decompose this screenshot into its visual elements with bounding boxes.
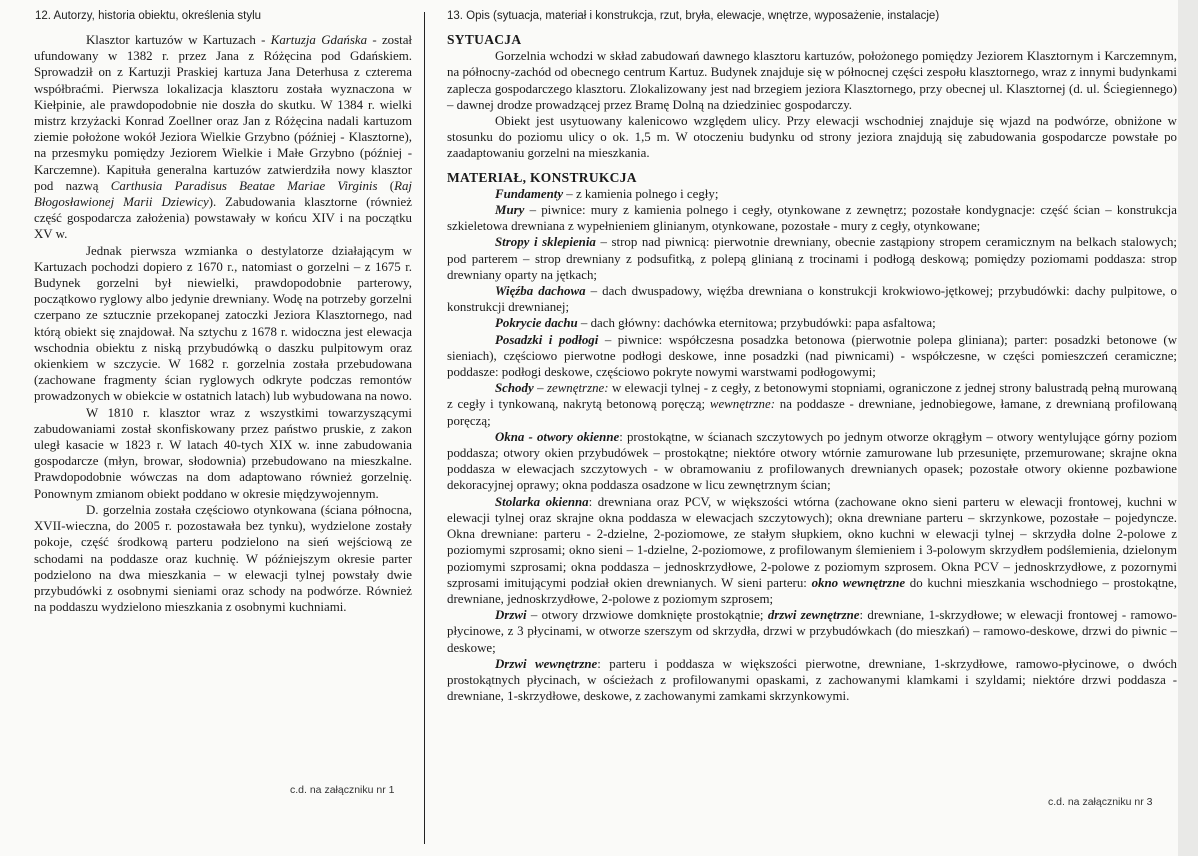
text-run: Klasztor kartuzów w Kartuzach -	[86, 33, 271, 47]
term-label: Schody	[495, 381, 534, 396]
term-label: Okna - otwory okienne	[495, 429, 620, 444]
term-label: Więźba dachowa	[495, 284, 586, 299]
text-run: Kartuzja Gdańska	[270, 33, 368, 47]
section-header-description: 13. Opis (sytuacja, materiał i konstrukcja, rzut, bryła, elewacje, wnętrze, wyposażenie, instalacje)	[447, 10, 940, 22]
term-label: Fundamenty	[495, 186, 564, 201]
text-run: : drewniane, 1-skrzydłowe; w elewacji frontowej - ramowo-płycinowe, z 3 płycinami, w otworze szerszym od skrzydła, drzwi w przybudówkach (do mieszkań) – ramowo-deskowe, drzwi do piwnic – deskowe;	[447, 608, 1177, 655]
description-paragraph	[447, 607, 1177, 656]
text-run: Jednak pierwsza wzmianka o destylatorze działającym w Kartuzach pochodzi dopiero z 1670 r., natomiast o gorzelni – z 1675 r. Budynek gorzelni był niewielki, prawdopodobnie parterowy, początkowo ryglowy albo jedynie drewniany. Wodę na potrzeby gorzelni czerpano ze sztucznie przekopanej zatoczki Jeziora Klasztornego, nad którą obiekt się znajdował. Na sztychu z 1678 r. widoczna jest elewacja wschodnia obiektu z niską przybudówką o daszku pulpitowym oraz okienkiem w szczycie. W 1682 r. gorzelnia została przebudowana (zachowane fragmenty ścian ryglowych odkryte podczas remontów prowadzonych w obiekcie w ostatnich latach) lub wybudowana na nowo.	[34, 243, 413, 404]
text-run: w elewacji tylnej - z cegły, z betonowymi stopniami, ograniczone z jednej strony balustradą pełną murowaną z cegły i tynkowaną, nakrytą betonową poręczą;	[447, 381, 1178, 412]
section-title: MATERIAŁ, KONSTRUKCJA	[447, 169, 637, 185]
text-run: zewnętrzne:	[546, 381, 609, 396]
description-paragraph	[447, 234, 1177, 283]
term-label: Pokrycie dachu	[495, 316, 578, 331]
term-label: Drzwi wewnętrzne	[495, 656, 598, 671]
text-run: – dach dwuspadowy, więźba drewniana o konstrukcji krokwiowo-jętkowej; przybudówki: dachy pulpitowe, o konstrukcji drewnianej;	[447, 284, 1178, 315]
description-paragraph	[447, 48, 1177, 113]
term-label: Stropy i sklepienia	[495, 235, 596, 250]
term-label: Stolarka okienna	[495, 494, 589, 509]
term-label: okno wewnętrzne	[811, 575, 906, 590]
text-run: (	[377, 178, 395, 193]
text-run: wewnętrzne:	[709, 397, 776, 412]
section-header-history: 12. Autorzy, historia obiektu, określenia stylu	[35, 10, 262, 22]
text-run: W 1810 r. klasztor wraz z wszystkimi towarzyszącymi zabudowaniami został skonfiskowany przez państwo pruskie, z zakon uległ kasacie w 1823 r. W latach 40-tych XIX w. inne zabudowania gospodarcze (młyn, browar, słodownia) przebudowano na mieszkalne. Prawdopodobnie wówczas na dom adaptowano również gorzelnię. Ponownym zmianom obiekt poddano w okresie międzywojennym.	[34, 405, 412, 501]
history-paragraph	[34, 405, 412, 502]
left-column	[34, 10, 412, 846]
text-run: ). Zabudowania klasztorne (również część gospodarcza założenia) powstawały w końcu XIV i na początku XV w.	[34, 195, 412, 242]
term-label: drzwi zewnętrzne	[767, 608, 860, 623]
text-run: Raj Błogosławionej Marii Dziewicy	[34, 178, 412, 210]
text-run: : parteru i poddasza w większości pierwotne, drewniane, 1-skrzydłowe, ramowo-płycinowe, o dwóch prostokątnych płycinach, w ościeżach z profilowanymi opaskami, z zachowanymi klamkami i szyldami; niektóre drzwi poddasza - drewniane, 1-skrzydłowe, deskowe, z zachowanymi zamkami skrzynkowymi.	[447, 656, 1177, 704]
text-run: – piwnice: współczesna posadzka betonowa (pierwotnie polepa gliniana); parter: posadzki betonowe (w sieniach), częściowo pierwotne podłogi deskowe, inne posadzki (nad piwnicami) - współczesne, w części pomieszczeń ceramiczne; poddasze: podłogi deskowe, częściowo pokryte nowymi warstwami podłogowymi;	[447, 332, 1178, 380]
description-paragraph	[447, 494, 1177, 607]
description-paragraph	[447, 315, 1177, 331]
text-run: – piwnice: mury z kamienia polnego i cegły, otynkowane z zewnętrz; pozostałe kondygnacje: część ścian – konstrukcja szkieletowa drewniana z wypełnieniem glinianym, otynkowane, pozostałe - mury z cegły, otynkowane;	[447, 203, 1177, 234]
term-label: Mury	[495, 203, 525, 218]
text-run: – z kamienia polnego i cegły;	[563, 186, 719, 201]
footer-continuation-3: c.d. na załączniku nr 3	[1048, 796, 1153, 808]
description-paragraph	[447, 283, 1177, 315]
description-paragraph	[447, 186, 1177, 202]
text-run: na poddasze - drewniane, jednobiegowe, łamane, z drewnianą profilowaną poręczą;	[447, 397, 1177, 428]
footer-continuation-1: c.d. na załączniku nr 1	[290, 784, 395, 796]
description-paragraph	[447, 656, 1177, 705]
history-paragraph	[34, 243, 412, 405]
description-text	[447, 32, 1177, 704]
text-run: Obiekt jest usytuowany kalenicowo względem ulicy. Przy elewacji wschodniej znajduje się wjazd na podwórze, obniżone w stosunku do poziomu ulicy o ok. 1,5 m. W otoczeniu budynku od strony jeziora znajdują się zabudowania gospodarcze powstałe po zaadaptowaniu gorzelni na mieszkania.	[447, 114, 1177, 161]
text-run: Carthusia Paradisus Beatae Mariae Virginis	[110, 178, 378, 193]
text-run: –	[533, 381, 547, 396]
text-run: – dach główny: dachówka eternitowa; przybudówki: papa asfaltowa;	[577, 316, 936, 331]
right-column	[447, 10, 1177, 846]
description-paragraph	[447, 332, 1177, 381]
history-text	[34, 32, 412, 615]
section-title: SYTUACJA	[447, 32, 522, 47]
term-label: Posadzki i podłogi	[495, 332, 599, 347]
description-paragraph	[447, 113, 1177, 162]
text-run: do kuchni mieszkania wschodniego – prostokątne, drewniane, jednoskrzydłowe, 2-polowe z poziomym szprosem;	[447, 575, 1178, 606]
page-edge	[1178, 0, 1198, 856]
text-run: – strop nad piwnicą: pierwotnie drewniany, obecnie zastąpiony stropem ceramicznym na belkach stalowych; pod parterem – strop drewniany z podsufitką, z polepą glinianą z trocinami i podłogą deskową; pomiędzy poziomami poddasza: strop drewniany oparty na jętkach;	[447, 235, 1177, 282]
text-run: : drewniana oraz PCV, w większości wtórna (zachowane okno sieni parteru w elewacji frontowej, kuchni w elewacji tylnej oraz skrajne okna poddasza w elewacjach szczytowych); okna drewniane parteru – skrzynkowe, pozostałe – pojedyncze. Okna drewniane: parteru - 2-dzielne, 2-poziomowe, ze stałym słupkiem, okno kuchni w elewacji tylnej – skrzydła dolne 2-polowe z poziomymi szprosami; okno sieni – 1-dzielne, 2-poziomowe, z profilowanym ślemieniem i 3-polowym skrzydłem podślemienia, dzielonym poziomymi szprosami; okna poddasza – jednoskrzydłowe, 2-polowe z poziomym szprosem. Okna PCV – jednoskrzydłowe, z pozornymi szprosami imitującymi podział okien drewnianych. W sieni parteru:	[447, 494, 1177, 590]
term-label: Drzwi	[495, 608, 527, 623]
history-paragraph	[34, 502, 412, 615]
text-run: - został ufundowany w 1382 r. przez Jana z Różęcina pod Gdańskiem. Sprowadził on z Kartuzji Praskiej kartuza Jana Deterhusa z czterema współbraćmi. Pierwsza lokalizacja klasztoru została wyznaczona w Kiełpinie, ale prawdopodobnie nie doszła do skutku. W 1384 r. wielki mistrz krzyżacki Konrad Zoellner oraz Jan z Różęcina nadali kartuzom ziemie położone wokół Jeziora Wielkie Grzybno (później - Klasztorne), na przesmyku pomiędzy Jeziorem Wielkie i Małe Grzybno (później - Karczemne). Kapituła generalna kartuzów zatwierdziła nowy klasztor pod nazwą	[34, 33, 413, 193]
text-run: – otwory drzwiowe domknięte prostokątnie;	[526, 608, 768, 623]
description-paragraph	[447, 429, 1177, 494]
text-run: D. gorzelnia została częściowo otynkowana (ściana północna, XVII-wieczna, do 2005 r. pozostawała bez tynku), wydzielone zostały pokoje, część środkową parteru podzielono na sień wejściową ze schodami na poddasze oraz kuchnię. W późniejszym okresie parter podzielono na dwa mieszkania – w elewacji tylnej powstały dwie przybudówki z osobnymi sieniami oraz schody na podwórze. Również na poddaszu wydzielono mieszkania z osobnymi kuchniami.	[34, 502, 412, 615]
description-paragraph	[447, 202, 1177, 234]
description-paragraph	[447, 380, 1177, 429]
column-divider	[424, 12, 425, 844]
text-run: Gorzelnia wchodzi w skład zabudowań dawnego klasztoru kartuzów, położonego pomiędzy Jeziorem Klasztornym i Karczemnym, na północny-zachód od obecnego centrum Kartuz. Budynek znajduje się w północnej części zespołu klasztornego, wraz z innymi budynkami zaplecza gospodarczego klasztoru. Zlokalizowany jest nad brzegiem jeziora Klasztornego, przy obecnej ul. Klasztornej (d. ul. Ściegiennego) – dawnej drodze prowadzącej przez Bramę Dolną na dziedziniec gospodarczy.	[447, 49, 1177, 112]
history-paragraph	[34, 32, 412, 243]
text-run: : prostokątne, w ścianach szczytowych po jednym otworze okrągłym – otwory wentylujące górny poziom poddasza; otwory okien przybudówek – prostokątne; niektóre otwory wtórnie zamurowane lub przesunięte, przemurowane; skrajne okna poddasza w elewacjach szczytowych - w obramowaniu z profilowanych drewnianych opasek; pozostałe otwory okienne pozbawione dekoracyjnej oprawy; okna poddasza osadzone w licu zewnętrznym ścian;	[447, 429, 1177, 493]
